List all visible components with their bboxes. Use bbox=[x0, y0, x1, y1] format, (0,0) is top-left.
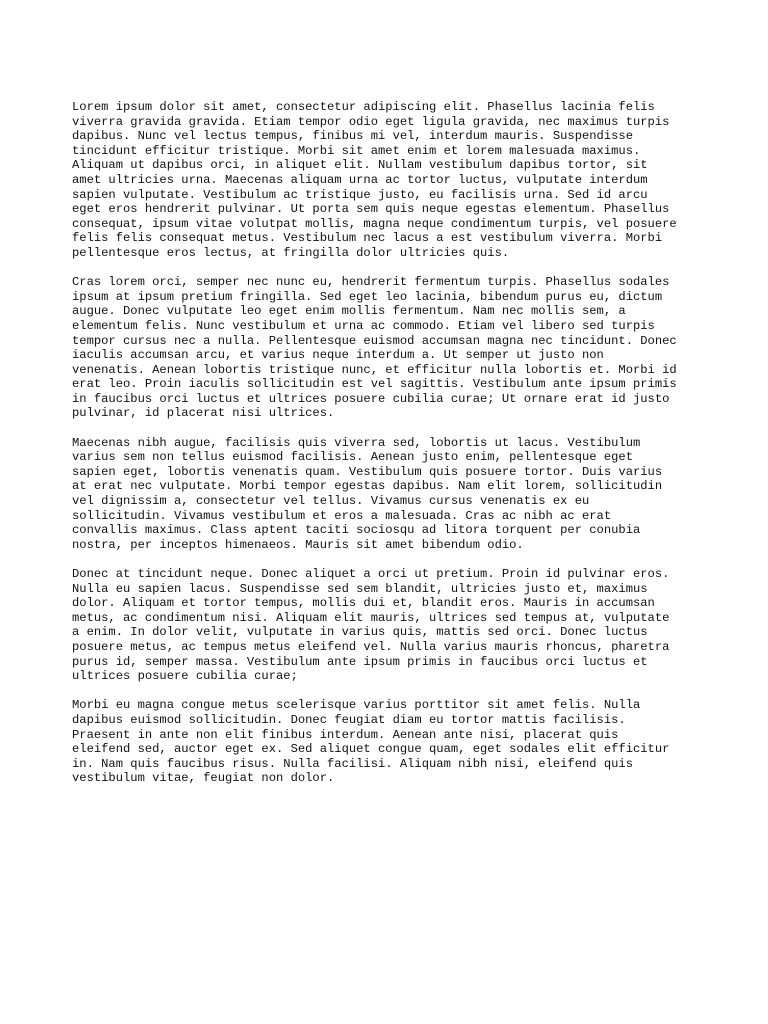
paragraph-1: Lorem ipsum dolor sit amet, consectetur adipiscing elit. Phasellus lacinia felis viverra gravida gravida. Etiam tempor odio eget ligula gravida, nec maximus turpis dapibus. Nunc vel lectus tempus, finibus mi vel, interdum mauris. Suspendisse tincidunt efficitur tristique. Morbi sit amet enim et lorem malesuada maximus. Aliquam ut dapibus orci, in aliquet elit. Nullam vestibulum dapibus tortor, sit amet ultricies urna. Maecenas aliquam urna ac tortor luctus, vulputate interdum sapien vulputate. Vestibulum ac tristique justo, eu facilisis urna. Sed id arcu eget eros hendrerit pulvinar. Ut porta sem quis neque egestas elementum. Phasellus consequat, ipsum vitae volutpat mollis, magna neque condimentum turpis, vel posuere felis felis consequat metus. Vestibulum nec lacus a est vestibulum viverra. Morbi pellentesque eros lectus, at fringilla dolor ultricies quis. bbox=[72, 100, 677, 260]
paragraph-5: Morbi eu magna congue metus scelerisque varius porttitor sit amet felis. Nulla dapibus euismod sollicitudin. Donec feugiat diam eu tortor mattis facilisis. Praesent in ante non elit finibus interdum. Aenean ante nisi, placerat quis eleifend sed, auctor eget ex. Sed aliquet congue quam, eget sodales elit efficitur in. Nam quis faucibus risus. Nulla facilisi. Aliquam nibh nisi, eleifend quis vestibulum vitae, feugiat non dolor. bbox=[72, 698, 670, 786]
paragraph-4: Donec at tincidunt neque. Donec aliquet a orci ut pretium. Proin id pulvinar eros. Nulla eu sapien lacus. Suspendisse sed sem blandit, ultricies justo et, maximus dolor. Aliquam et tortor tempus, mollis dui et, blandit eros. Mauris in accumsan metus, ac condimentum nisi. Aliquam elit mauris, ultrices sed tempus at, vulputate a enim. In dolor velit, vulputate in varius quis, mattis sed orci. Donec luctus posuere metus, ac tempus metus eleifend vel. Nulla varius mauris rhoncus, pharetra purus id, semper massa. Vestibulum ante ipsum primis in faucibus orci luctus et ultrices posuere cubilia curae; bbox=[72, 567, 670, 684]
document-page bbox=[72, 100, 702, 801]
paragraph-3: Maecenas nibh augue, facilisis quis viverra sed, lobortis ut lacus. Vestibulum varius sem non tellus euismod facilisis. Aenean justo enim, pellentesque eget sapien eget, lobortis venenatis quam. Vestibulum quis posuere tortor. Duis varius at erat nec vulputate. Morbi tempor egestas dapibus. Nam elit lorem, sollicitudin vel dignissim a, consectetur vel tellus. Vivamus cursus venenatis ex eu sollicitudin. Vivamus vestibulum et eros a malesuada. Cras ac nibh ac erat convallis maximus. Class aptent taciti sociosqu ad litora torquent per conubia nostra, per inceptos himenaeos. Mauris sit amet bibendum odio. bbox=[72, 435, 663, 552]
paragraph-2: Cras lorem orci, semper nec nunc eu, hendrerit fermentum turpis. Phasellus sodales ipsum at ipsum pretium fringilla. Sed eget leo lacinia, bibendum purus eu, dictum augue. Donec vulputate leo eget enim mollis fermentum. Nam nec mollis sem, a elementum felis. Nunc vestibulum et urna ac commodo. Etiam vel libero sed turpis tempor cursus nec a nulla. Pellentesque euismod accumsan magna nec tincidunt. Donec iaculis accumsan arcu, et varius neque interdum a. Ut semper ut justo non venenatis. Aenean lobortis tristique nunc, et efficitur nulla lobortis et. Morbi id erat leo. Proin iaculis sollicitudin est vel sagittis. Vestibulum ante ipsum primis in faucibus orci luctus et ultrices posuere cubilia curae; Ut ornare erat id justo pulvinar, id placerat nisi ultrices. bbox=[72, 275, 677, 421]
